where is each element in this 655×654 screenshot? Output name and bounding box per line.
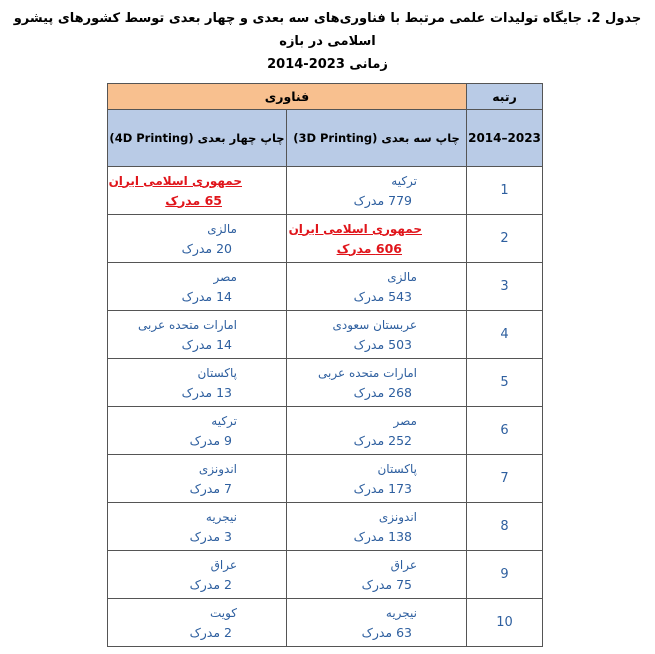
header-3d-printing: چاپ سه بعدی (3D Printing)	[287, 110, 467, 167]
country-name: اندونزی	[198, 461, 237, 476]
table-row	[108, 263, 543, 311]
rank-cell: 9	[467, 551, 543, 599]
document-count: 503 مدرک	[353, 336, 412, 352]
document-count: 268 مدرک	[353, 384, 412, 400]
header-technology: فناوری	[108, 84, 467, 110]
document-count: 63 مدرک	[361, 624, 412, 640]
country-name: عراق	[390, 557, 417, 572]
cell-4d-printing	[108, 455, 287, 503]
document-count: 20 مدرک	[181, 240, 232, 256]
cell-3d-printing	[287, 599, 467, 647]
header-years: 2023–2014	[467, 110, 543, 167]
document-count: 606 مدرک	[336, 240, 402, 256]
country-name: پاکستان	[197, 365, 237, 380]
rank-cell: 10	[467, 599, 543, 647]
country-name: مصر	[213, 269, 237, 284]
document-count: 543 مدرک	[353, 288, 412, 304]
document-count: 75 مدرک	[361, 576, 412, 592]
document-count: 3 مدرک	[189, 528, 232, 544]
country-name: مالزی	[387, 269, 417, 284]
document-count: 7 مدرک	[189, 480, 232, 496]
document-count: 138 مدرک	[353, 528, 412, 544]
countries-table	[107, 83, 543, 647]
cell-4d-printing	[108, 311, 287, 359]
country-name: ترکیه	[391, 173, 417, 188]
caption-line-1: جدول 2. جایگاه تولیدات علمی مرتبط با فناوری‌های سه بعدی و چهار بعدی توسط کشورهای پیشرو اسلامی در بازه	[13, 11, 642, 49]
cell-3d-printing	[287, 455, 467, 503]
rank-cell: 6	[467, 407, 543, 455]
cell-3d-printing	[287, 407, 467, 455]
document-count: 65 مدرک	[165, 192, 222, 208]
country-name: اندونزی	[378, 509, 417, 524]
document-count: 173 مدرک	[353, 480, 412, 496]
document-count: 13 مدرک	[181, 384, 232, 400]
document-count: 14 مدرک	[181, 288, 232, 304]
cell-3d-printing	[287, 359, 467, 407]
table-row	[108, 551, 543, 599]
document-count: 14 مدرک	[181, 336, 232, 352]
country-name: نیجریه	[205, 509, 237, 524]
rank-cell: 7	[467, 455, 543, 503]
document-count: 9 مدرک	[189, 432, 232, 448]
table-row	[108, 167, 543, 215]
country-name: پاکستان	[377, 461, 417, 476]
cell-3d-printing	[287, 503, 467, 551]
cell-4d-printing	[108, 503, 287, 551]
cell-3d-printing	[287, 311, 467, 359]
cell-4d-printing	[108, 599, 287, 647]
country-name: عراق	[210, 557, 237, 572]
cell-3d-printing	[287, 263, 467, 311]
country-name: امارات متحده عربی	[138, 317, 237, 332]
rank-cell: 4	[467, 311, 543, 359]
rank-cell: 5	[467, 359, 543, 407]
document-count: 2 مدرک	[189, 624, 232, 640]
country-name: نیجریه	[385, 605, 417, 620]
cell-3d-printing	[287, 215, 467, 263]
rank-cell: 3	[467, 263, 543, 311]
header-rank: رتبه	[467, 84, 543, 110]
country-name: امارات متحده عربی	[318, 365, 417, 380]
document-count: 2 مدرک	[189, 576, 232, 592]
table-row	[108, 503, 543, 551]
table-row	[108, 311, 543, 359]
cell-4d-printing	[108, 263, 287, 311]
country-name: کویت	[209, 605, 237, 620]
table-row	[108, 407, 543, 455]
country-name: عربستان سعودی	[332, 317, 417, 332]
table-row	[108, 599, 543, 647]
cell-4d-printing	[108, 215, 287, 263]
country-name: جمهوری اسلامی ایران	[288, 221, 422, 236]
cell-4d-printing	[108, 551, 287, 599]
table-row	[108, 455, 543, 503]
document-count: 779 مدرک	[353, 192, 412, 208]
country-name: مالزی	[207, 221, 237, 236]
country-name: ترکیه	[211, 413, 237, 428]
country-name: مصر	[393, 413, 417, 428]
cell-3d-printing	[287, 551, 467, 599]
rank-cell: 1	[467, 167, 543, 215]
document-count: 252 مدرک	[353, 432, 412, 448]
cell-4d-printing	[108, 407, 287, 455]
rank-cell: 8	[467, 503, 543, 551]
table-body	[108, 167, 543, 647]
cell-4d-printing	[108, 167, 287, 215]
table-row	[108, 215, 543, 263]
table-caption	[10, 7, 645, 76]
header-4d-printing: چاپ چهار بعدی (4D Printing)	[108, 110, 287, 167]
cell-3d-printing	[287, 167, 467, 215]
cell-4d-printing	[108, 359, 287, 407]
table-row	[108, 359, 543, 407]
caption-line-2: زمانی 2023-2014	[267, 57, 388, 72]
country-name: جمهوری اسلامی ایران	[108, 173, 242, 188]
rank-cell: 2	[467, 215, 543, 263]
